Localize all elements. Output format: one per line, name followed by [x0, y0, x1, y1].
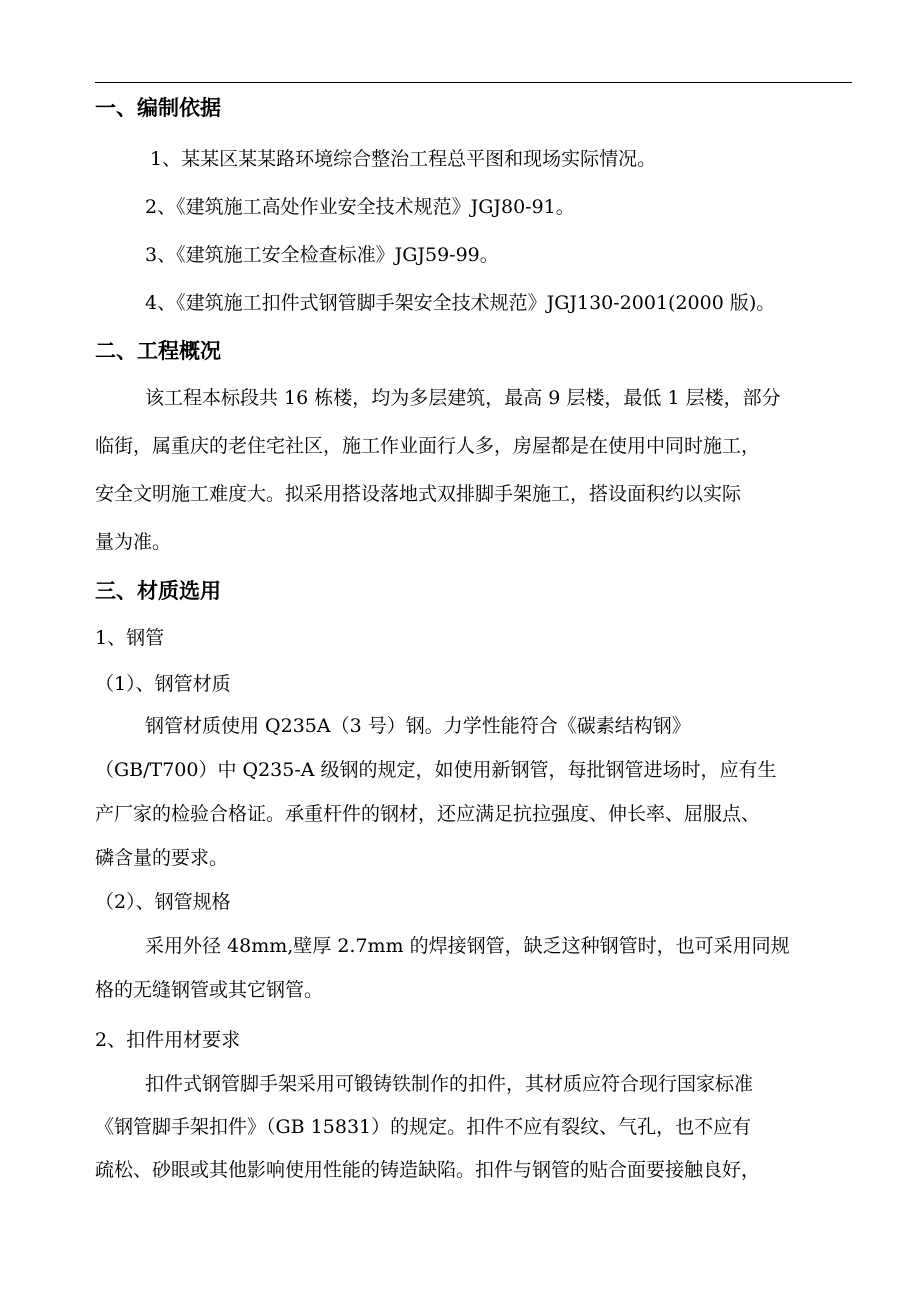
basis-item-1: 1、某某区某某路环境综合整治工程总平图和现场实际情况。: [150, 148, 657, 170]
pipe-material-line-4: 磷含量的要求。: [95, 847, 229, 869]
header-rule: [95, 82, 852, 83]
part-pipe-material-title: （1）、钢管材质: [95, 673, 231, 695]
basis-item-4: 4、《建筑施工扣件式钢管脚手架安全技术规范》JGJ130-2001(2000 版)。: [145, 292, 776, 314]
overview-line-4: 量为准。: [95, 531, 172, 553]
overview-line-3: 安全文明施工难度大。拟采用搭设落地式双排脚手架施工，搭设面积约以实际: [95, 483, 742, 505]
pipe-spec-line-2: 格的无缝钢管或其它钢管。: [95, 979, 324, 1001]
pipe-material-line-1: 钢管材质使用 Q235A（3 号）钢。力学性能符合《碳素结构钢》: [145, 715, 691, 737]
pipe-material-line-2: （GB/T700）中 Q235-A 级钢的规定，如使用新钢管，每批钢管进场时，应有生: [95, 759, 777, 781]
overview-line-2: 临街，属重庆的老住宅社区，施工作业面行人多，房屋都是在使用中同时施工，: [95, 435, 761, 457]
part-pipe-spec-title: （2）、钢管规格: [95, 891, 231, 913]
section-heading-basis: 一、编制依据: [95, 95, 221, 120]
subsection-steel-pipe-title: 1、钢管: [95, 627, 165, 649]
overview-line-1: 该工程本标段共 16 栋楼，均为多层建筑，最高 9 层楼，最低 1 层楼，部分: [145, 387, 781, 409]
pipe-spec-line-1: 采用外径 48mm,壁厚 2.7mm 的焊接钢管，缺乏这种钢管时，也可采用同规: [145, 935, 790, 957]
subsection-fastener-title: 2、扣件用材要求: [95, 1029, 241, 1051]
fastener-line-3: 疏松、砂眼或其他影响使用性能的铸造缺陷。扣件与钢管的贴合面要接触良好，: [95, 1159, 761, 1181]
fastener-line-2: 《钢管脚手架扣件》（GB 15831）的规定。扣件不应有裂纹、气孔，也不应有: [95, 1116, 752, 1138]
pipe-material-line-3: 产厂家的检验合格证。承重杆件的钢材，还应满足抗拉强度、伸长率、屈服点、: [95, 803, 761, 825]
basis-item-2: 2、《建筑施工高处作业安全技术规范》JGJ80-91。: [145, 196, 575, 218]
section-heading-overview: 二、工程概况: [95, 338, 221, 363]
section-heading-materials: 三、材质选用: [95, 578, 221, 603]
fastener-line-1: 扣件式钢管脚手架采用可锻铸铁制作的扣件，其材质应符合现行国家标准: [145, 1073, 754, 1095]
basis-item-3: 3、《建筑施工安全检查标准》JGJ59-99。: [145, 244, 499, 266]
